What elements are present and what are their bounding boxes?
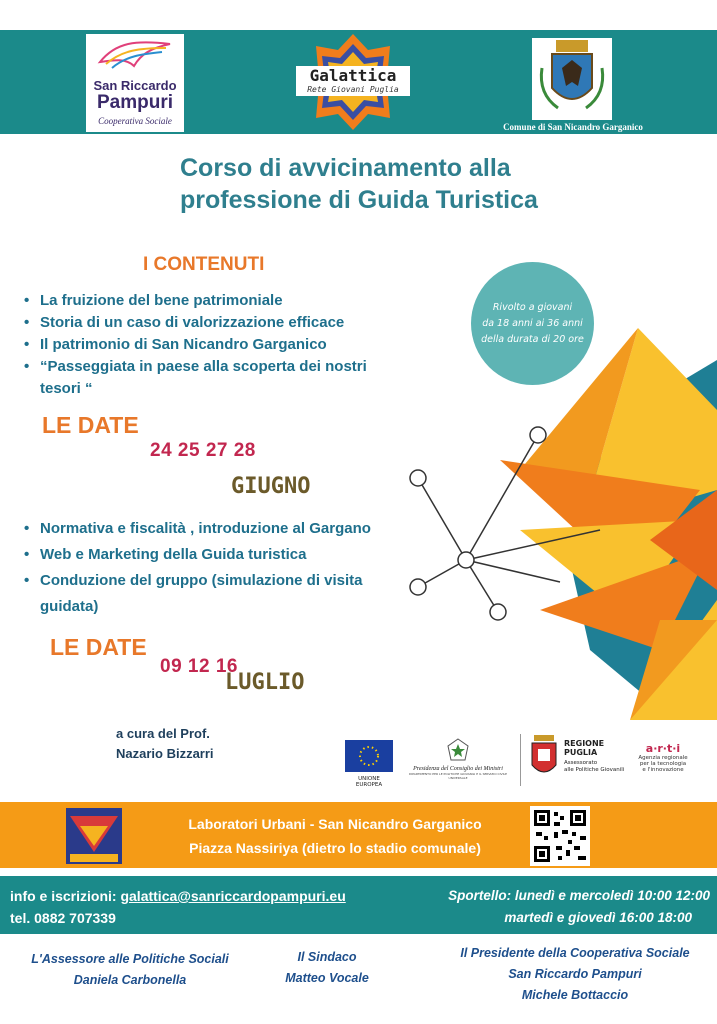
- municipality-caption: Comune di San Nicandro Garganico: [503, 122, 643, 132]
- hours-line1: Sportello: lunedì e mercoledì 10:00 12:00: [448, 888, 710, 903]
- dates-days-june: 24 25 27 28: [150, 440, 256, 461]
- title-line1: Corso di avvicinamento alla: [180, 154, 511, 182]
- coop-name-line2: Pampuri: [96, 92, 174, 113]
- list-item: • “Passeggiata in paese alla scoperta dei nostri tesori “: [24, 356, 404, 400]
- galattica-subtitle: Rete Giovani Puglia: [307, 85, 399, 94]
- list-item: • Normativa e fiscalità , introduzione al Gargano: [24, 516, 404, 542]
- network-node: [410, 579, 426, 595]
- eu-logo: [345, 740, 393, 786]
- regione-logo: [530, 733, 630, 785]
- contenuti-heading: I CONTENUTI: [143, 254, 265, 275]
- network-node: [458, 552, 474, 568]
- partner-divider: [520, 734, 521, 786]
- signature-person: Michele Bottaccio: [521, 988, 629, 1002]
- dates-month-june: GIUGNO: [231, 474, 311, 499]
- arti-title: a·r·t·i: [645, 742, 681, 755]
- presidency-sublabel: DIPARTIMENTO PER LE POLITICHE GIOVANILI E IL SERVIZIO CIVILE UNIVERSALE: [408, 772, 508, 780]
- signature-role: Il Sindaco: [297, 950, 357, 964]
- list-item: • Storia di un caso di valorizzazione efficace: [24, 312, 404, 334]
- signature-org: San Riccardo Pampuri: [508, 967, 642, 981]
- curator-line2: Nazario Bizzarri: [116, 746, 214, 761]
- list-item: • Il patrimonio di San Nicandro Garganico: [24, 334, 404, 356]
- galattica-title: Galattica: [309, 66, 397, 85]
- signature-assessore: [10, 949, 250, 991]
- regione-sub1: Assessorato: [564, 760, 598, 766]
- hours-line2: martedì e giovedì 16:00 18:00: [504, 910, 692, 925]
- arti-sub3: e l'innovazione: [642, 767, 684, 773]
- signature-person: Matteo Vocale: [285, 971, 369, 985]
- dates-label-june: LE DATE: [42, 412, 139, 438]
- signature-presidente: [440, 943, 710, 1006]
- qr-code-icon: [530, 806, 590, 866]
- location-line2: Piazza Nassiriya (dietro lo stadio comunale): [189, 840, 481, 856]
- arti-sub2: per la tecnologia: [639, 761, 687, 767]
- audience-line2: da 18 anni ai 36 anni: [482, 317, 583, 329]
- signature-sindaco: [262, 947, 392, 989]
- location-line1: Laboratori Urbani - San Nicandro Garganico: [188, 816, 482, 832]
- regione-crest-icon: [530, 735, 558, 779]
- regione-line2: PUGLIA: [564, 748, 598, 757]
- regione-sub2: alle Politiche Giovanili: [564, 767, 625, 773]
- signature-person: Daniela Carbonella: [73, 973, 187, 987]
- info-label: info e iscrizioni:: [10, 888, 117, 904]
- title-line2: professione di Guida Turistica: [180, 186, 538, 214]
- signature-role: L'Assessore alle Politiche Sociali: [31, 952, 229, 966]
- target-audience-circle: [471, 262, 594, 385]
- dates-days-july: 09 12 16: [160, 656, 238, 677]
- coop-name-line3: Cooperativa Sociale: [98, 116, 172, 126]
- network-node: [490, 604, 506, 620]
- signature-role: Il Presidente della Cooperativa Sociale: [460, 946, 690, 960]
- presidency-label: Presidenza del Consiglio dei Ministri: [413, 766, 503, 772]
- module2-list: [24, 516, 404, 620]
- audience-line1: Rivolto a giovani: [492, 301, 573, 313]
- info-hours: [418, 885, 710, 929]
- curator: [116, 724, 214, 764]
- arti-logo: [630, 742, 696, 788]
- list-item: • Conduzione del gruppo (simulazione di visita guidata): [24, 568, 404, 620]
- list-item: • Web e Marketing della Guida turistica: [24, 542, 404, 568]
- curator-line1: a cura del Prof.: [116, 726, 210, 741]
- info-tel: tel. 0882 707339: [10, 910, 116, 926]
- lab-logo-icon: [66, 808, 122, 864]
- cooperative-logo: [86, 34, 184, 132]
- coop-name-line1: San Riccardo: [93, 78, 177, 93]
- municipality-crest: [532, 38, 612, 120]
- galattica-logo: [292, 32, 414, 132]
- audience-line3: della durata di 20 ore: [481, 333, 584, 345]
- network-node: [410, 470, 426, 486]
- regione-line1: REGIONE: [564, 739, 605, 748]
- lab-logo: [66, 808, 122, 864]
- crest-icon: [532, 38, 612, 120]
- dates-label-july: LE DATE: [50, 634, 147, 660]
- star-network-decoration: [400, 320, 717, 730]
- list-item: • La fruizione del bene patrimoniale: [24, 290, 404, 312]
- arti-sub1: Agenzia regionale: [638, 755, 688, 761]
- email-link[interactable]: galattica@sanriccardopampuri.eu: [120, 888, 346, 904]
- network-node: [530, 427, 546, 443]
- dove-icon: [96, 38, 174, 74]
- contenuti-list: [24, 290, 404, 400]
- eu-flag-icon: [345, 740, 393, 772]
- page-title: [180, 152, 640, 216]
- presidency-logo: [408, 738, 508, 784]
- dates-month-july: LUGLIO: [225, 670, 305, 695]
- qr-code[interactable]: [530, 806, 590, 866]
- eu-label: UNIONE EUROPEA: [355, 776, 383, 788]
- info-contacts: [10, 885, 346, 929]
- emblem-icon: [447, 738, 469, 762]
- location-text: [160, 812, 510, 860]
